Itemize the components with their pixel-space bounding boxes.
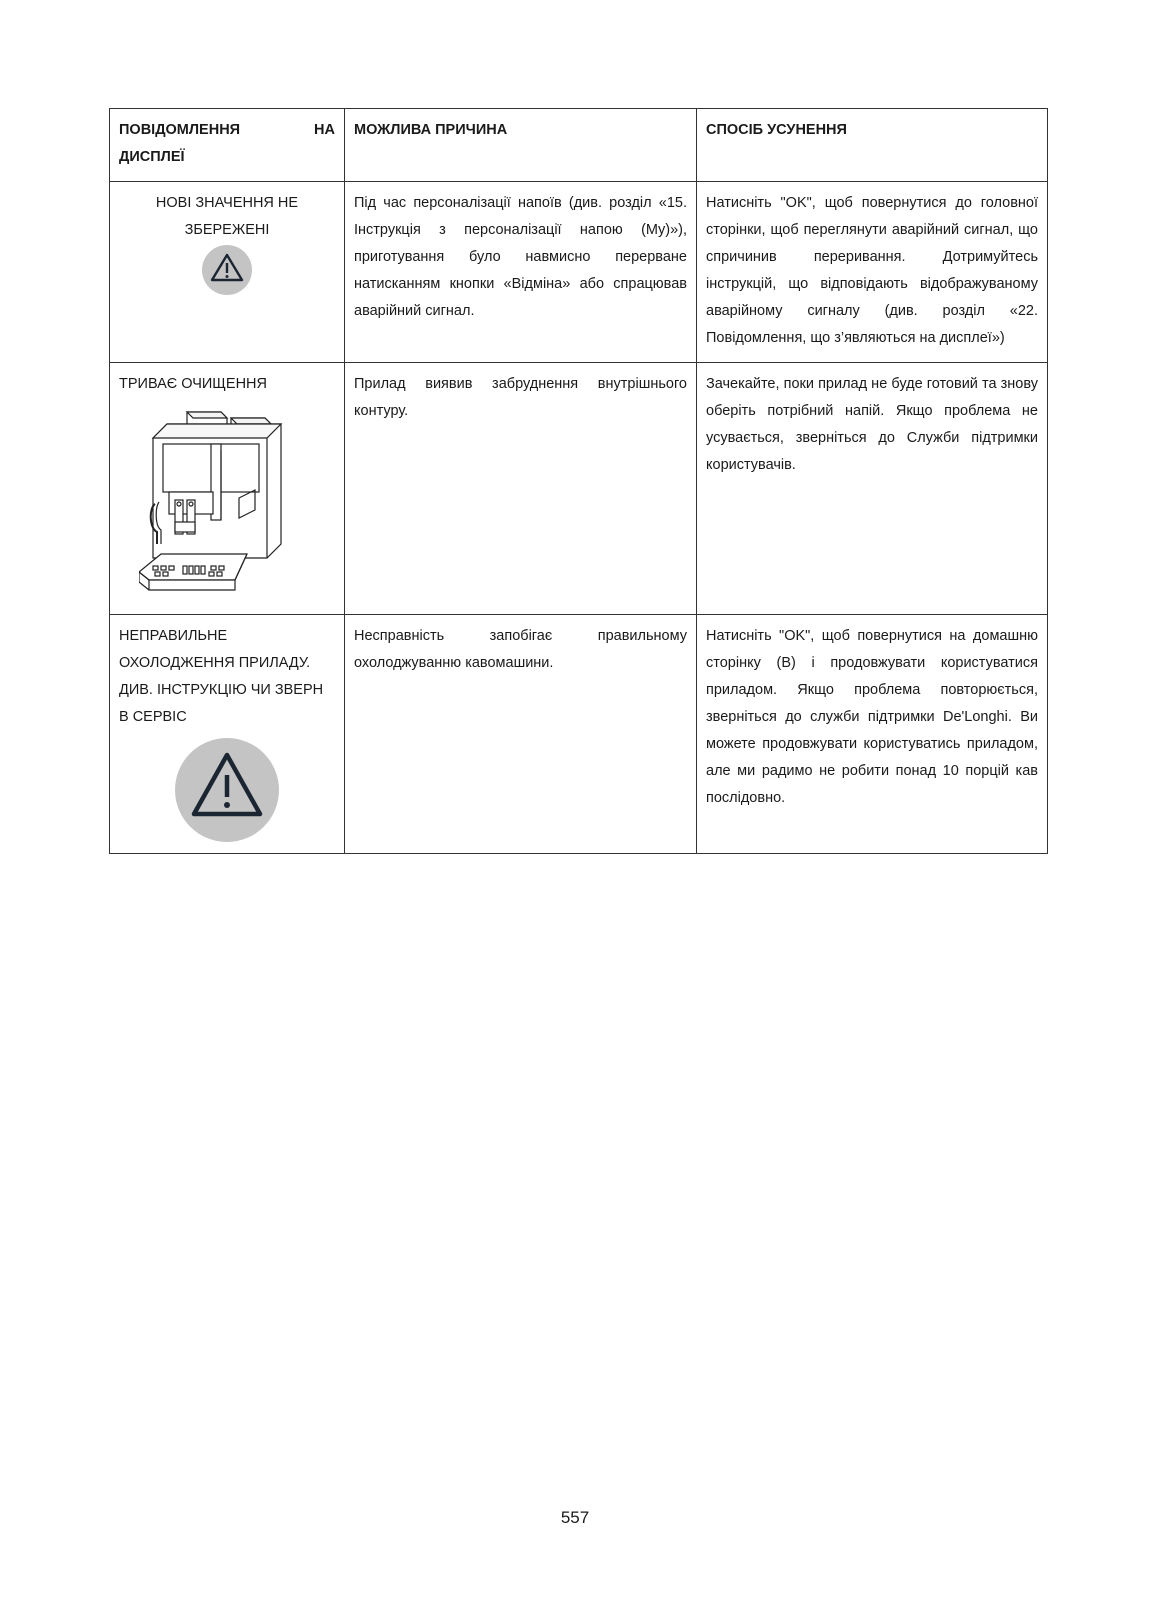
- solution-cell: Зачекайте, поки прилад не буде готовий та знову оберіть потрібний напій. Якщо проблема не усувається, зверніться до Служби підтримки користувачів.: [697, 363, 1048, 615]
- display-message-line1: НЕПРАВИЛЬНЕ: [119, 628, 228, 644]
- possible-cause-cell: Під час персоналізації напоїв (див. розділ «15. Інструкція з персоналізації напою (My)»), приготування було навмисно перерване натисканням кнопки «Відміна» або спрацював аварійний сигнал.: [345, 182, 697, 363]
- display-message-line3: ДИВ. ІНСТРУКЦІЮ ЧИ ЗВЕРН: [119, 682, 324, 698]
- warning-triangle-icon: [201, 244, 253, 296]
- header-solution: СПОСІБ УСУНЕННЯ: [697, 109, 1048, 182]
- header-display-message-part2: НА: [314, 122, 335, 138]
- header-possible-cause: МОЖЛИВА ПРИЧИНА: [345, 109, 697, 182]
- display-message-cell: [110, 363, 345, 615]
- display-message-text: ТРИВАЄ ОЧИЩЕННЯ: [119, 376, 267, 392]
- table-header-row: [110, 109, 1048, 182]
- possible-cause-cell: Прилад виявив забруднення внутрішнього контуру.: [345, 363, 697, 615]
- page-number: 557: [560, 1508, 590, 1527]
- display-message-cell: [110, 182, 345, 363]
- header-display-message: [110, 109, 345, 182]
- header-display-message-part1: ПОВІДОМЛЕННЯ: [119, 122, 241, 138]
- display-message-cell: [110, 615, 345, 854]
- table-row: [110, 182, 1048, 363]
- troubleshooting-table: [109, 108, 1048, 854]
- display-message-line1: НОВІ ЗНАЧЕННЯ НЕ: [155, 195, 299, 211]
- possible-cause-cell: Несправність запобігає правильному охолоджуванню кавомашини.: [345, 615, 697, 854]
- coffee-machine-icon: [139, 404, 309, 594]
- table-row: [110, 615, 1048, 854]
- table-row: [110, 363, 1048, 615]
- solution-cell: Натисніть "OK", щоб повернутися до головної сторінки, щоб переглянути аварійний сигнал, що спричинив переривання. Дотримуйтесь інструкцій, що відповідають відображуваному аварійному сигналу (див. розділ «22. Повідомлення, що з’являються на дисплеї»): [697, 182, 1048, 363]
- header-display-message-part3: ДИСПЛЕЇ: [119, 149, 185, 165]
- display-message-line2: ЗБЕРЕЖЕНІ: [184, 222, 270, 238]
- display-message-line2: ОХОЛОДЖЕННЯ ПРИЛАДУ.: [119, 655, 311, 671]
- display-message-line4: В СЕРВІС: [119, 709, 187, 725]
- warning-triangle-icon: [174, 737, 280, 843]
- solution-cell: Натисніть "OK", щоб повернутися на домашню сторінку (B) і продовжувати користуватися приладом. Якщо проблема повторюється, зверніться до служби підтримки De'Longhi. Ви можете продовжувати користуватись приладом, але ми радимо не робити понад 10 порцій кав послідовно.: [697, 615, 1048, 854]
